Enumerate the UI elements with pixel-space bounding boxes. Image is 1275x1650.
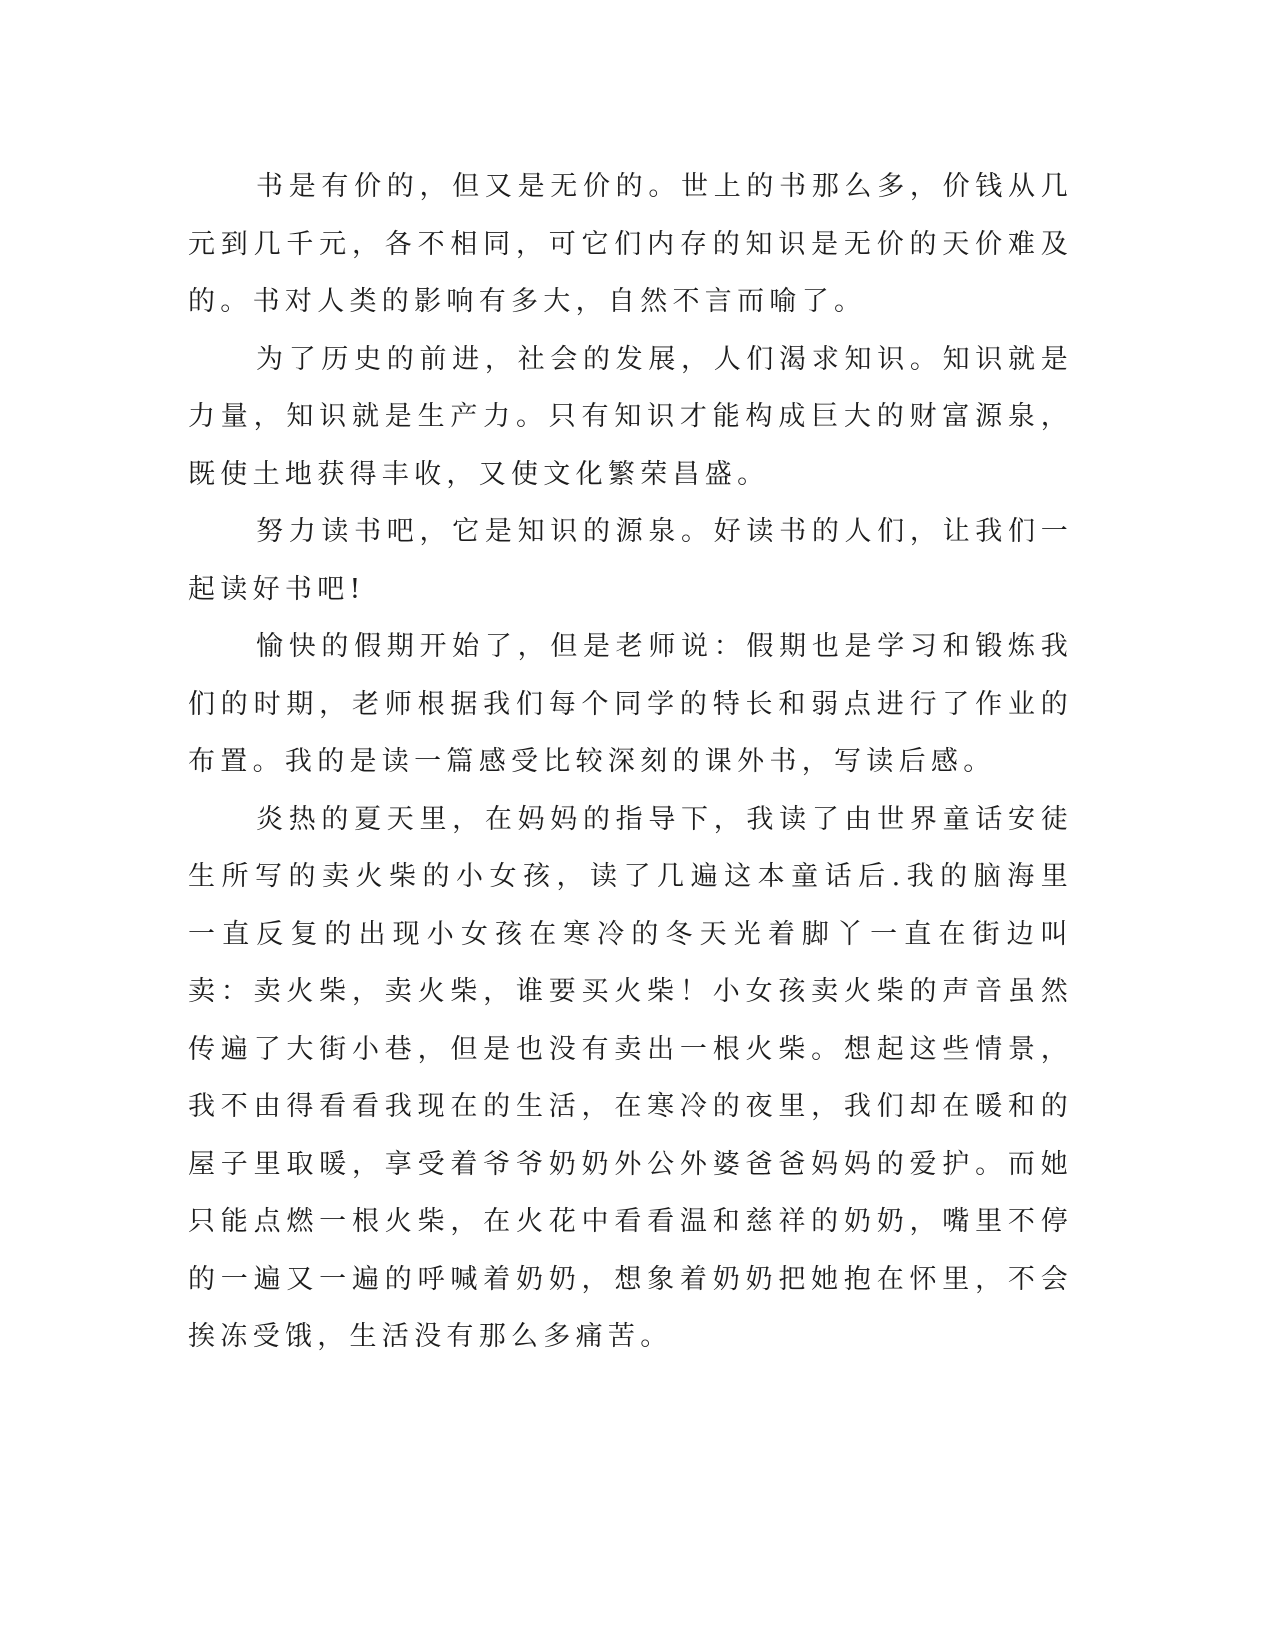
paragraph: 书是有价的，但又是无价的。世上的书那么多，价钱从几元到几千元，各不相同，可它们内存的知识是无价的天价难及的。书对人类的影响有多大，自然不言而喻了。 (188, 171, 1073, 317)
paragraph: 炎热的夏天里，在妈妈的指导下，我读了由世界童话安徒生所写的卖火柴的小女孩，读了几遍这本童话后.我的脑海里一直反复的出现小女孩在寒冷的冬天光着脚丫一直在街边叫卖：卖火柴，卖火柴，谁要买火柴！小女孩卖火柴的声音虽然传遍了大街小巷，但是也没有卖出一根火柴。想起这些情景，我不由得看看我现在的生活，在寒冷的夜里，我们却在暖和的屋子里取暖，享受着爷爷奶奶外公外婆爸爸妈妈的爱护。而她只能点燃一根火柴，在火花中看看温和慈祥的奶奶，嘴里不停的一遍又一遍的呼喊着奶奶，想象着奶奶把她抱在怀里，不会挨冻受饿，生活没有那么多痛苦。 (188, 803, 1073, 1352)
document-body (188, 158, 1073, 1366)
paragraph: 为了历史的前进，社会的发展，人们渴求知识。知识就是力量，知识就是生产力。只有知识才能构成巨大的财富源泉，既使土地获得丰收，又使文化繁荣昌盛。 (188, 343, 1073, 490)
paragraph: 努力读书吧，它是知识的源泉。好读书的人们，让我们一起读好书吧! (188, 516, 1073, 605)
paragraph: 愉快的假期开始了，但是老师说：假期也是学习和锻炼我们的时期，老师根据我们每个同学的特长和弱点进行了作业的布置。我的是读一篇感受比较深刻的课外书，写读后感。 (188, 631, 1073, 777)
